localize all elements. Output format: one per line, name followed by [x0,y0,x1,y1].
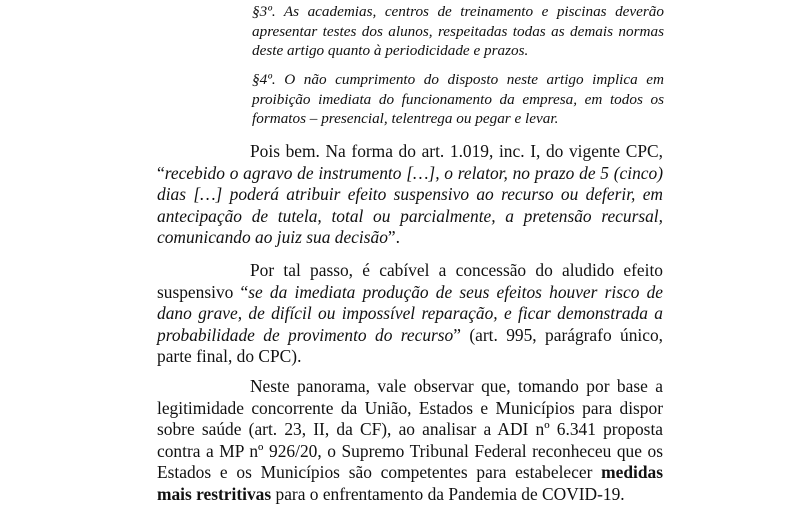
emphasized-text: medidas mais restritivas [157,462,663,504]
paragraph-1 [157,141,663,249]
quoted-paragraph-4 [252,70,664,129]
paragraph-2 [157,260,663,368]
paragraph-text: Por tal passo, é cabível a concessão do aludido efeito suspensivo “ [157,260,663,302]
paragraph-text: para o enfrentamento da Pandemia de COVID-19. [271,483,625,504]
cited-text: recebido o agravo de instrumento […], o relator, no prazo de 5 (cinco) dias […] poderá atribuir efeito suspensivo ao recurso ou deferir, em antecipação de tutela, total ou parcialmente, a pretensão recursal, comunicando ao juiz sua decisão [157,162,663,248]
cited-text: se da imediata produção de seus efeitos houver risco de dano grave, de difícil ou impossível reparação, e ficar demonstrada a probabilidade de provimento do recurso [157,281,663,345]
quoted-paragraph-3 [252,2,664,61]
quote-text: §4º. O não cumprimento do disposto neste artigo implica em proibição imediata do funcionamento da empresa, em todos os formatos – presencial, telentrega ou pegar e levar. [252,71,664,127]
paragraph-text: Pois bem. Na forma do art. 1.019, inc. I, do vigente CPC, “ [157,141,663,183]
paragraph-text: Neste panorama, vale observar que, tomando por base a legitimidade concorrente da União, Estados e Municípios para dispor sobre saúde (art. 23, II, da CF), ao analisar a ADI nº 6.341 proposta contra a MP nº 926/20, o Supremo Tribunal Federal reconheceu que os Estados e os Municípios são competentes para estabelecer [157,376,663,483]
paragraph-text: ” (art. 995, parágrafo único, parte final, do CPC). [157,324,663,367]
paragraph-3 [157,376,663,506]
quote-text: §3º. As academias, centros de treinamento e piscinas deverão apresentar testes dos alunos, respeitadas todas as demais normas deste artigo quanto à periodicidade e prazos. [252,3,664,59]
paragraph-text: ”. [387,227,400,248]
